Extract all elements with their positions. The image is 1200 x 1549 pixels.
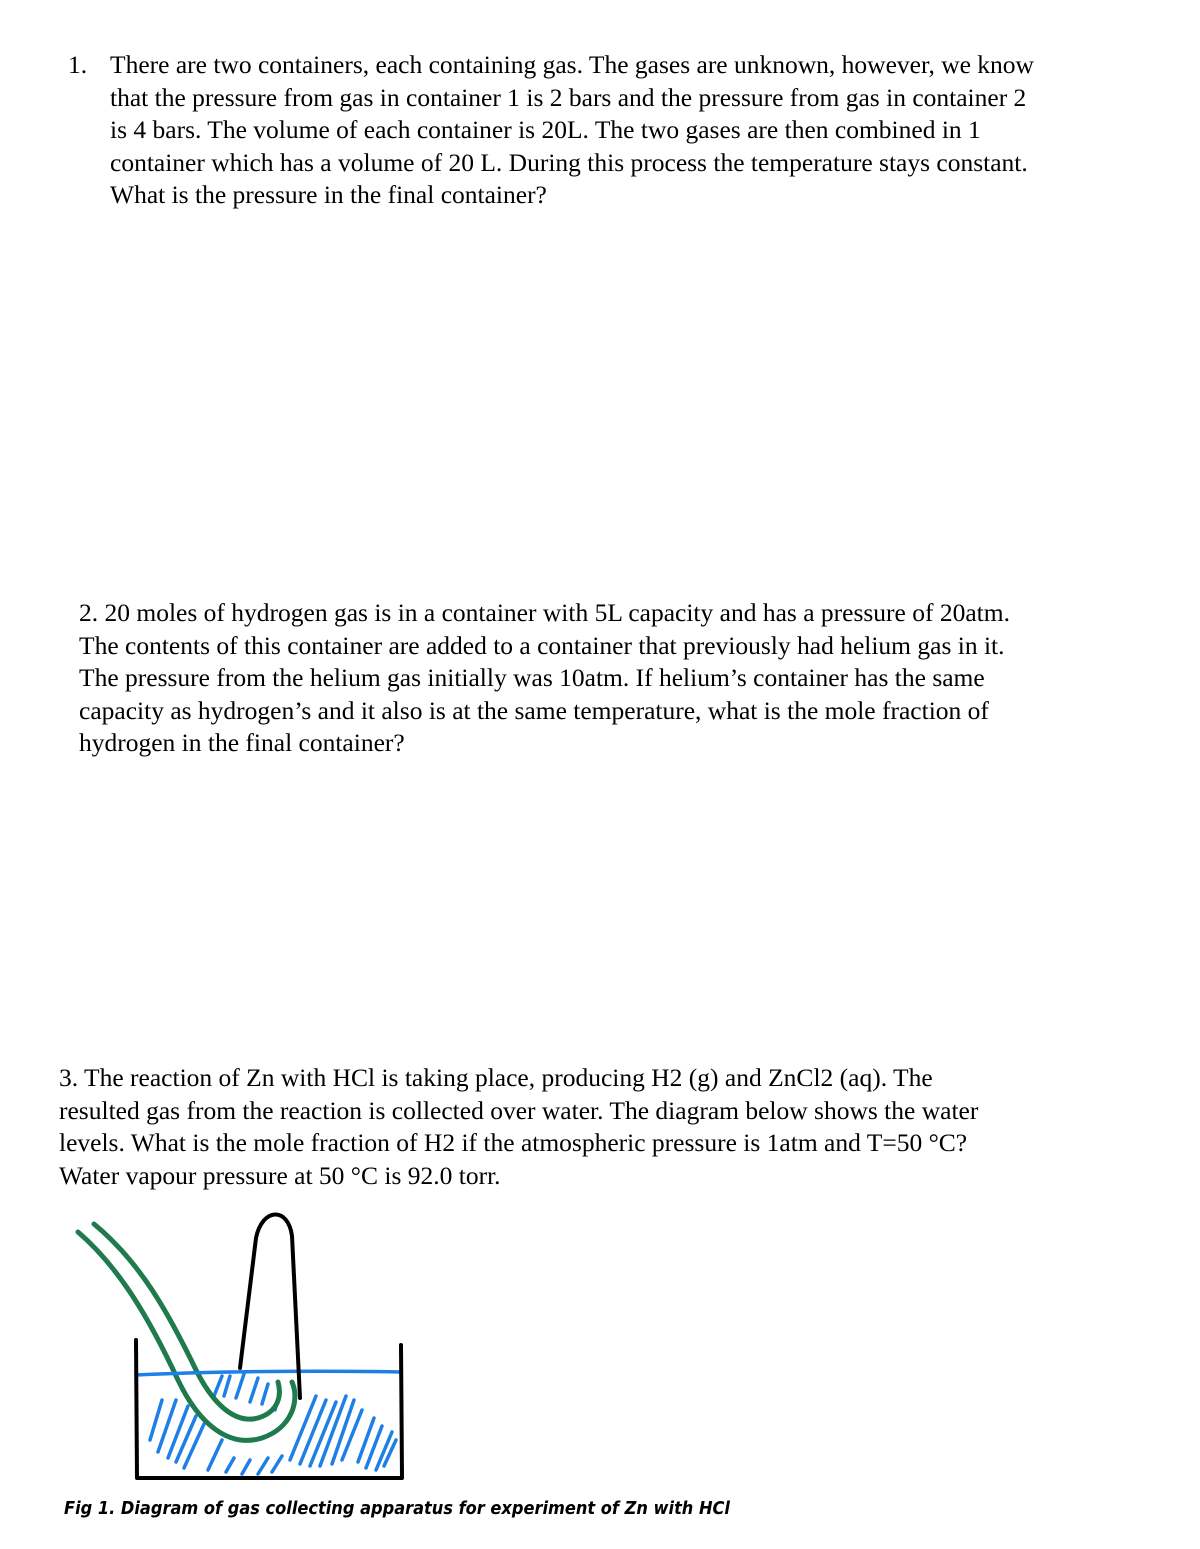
question-1-line: is 4 bars. The volume of each container is 20L. The two gases are then combined in 1 (110, 115, 981, 145)
question-3-line: 3. The reaction of Zn with HCl is taking place, producing H2 (g) and ZnCl2 (aq). The (59, 1063, 933, 1092)
question-1-line: What is the pressure in the final container? (110, 180, 547, 210)
question-2-line: The contents of this container are added to a container that previously had helium gas in it. (79, 630, 1005, 660)
question-2-line: 2. 20 moles of hydrogen gas is in a container with 5L capacity and has a pressure of 20atm. (79, 598, 1010, 627)
question-3-line: levels. What is the mole fraction of H2 if the atmospheric pressure is 1atm and T=50 °C? (59, 1128, 968, 1158)
question-2-line: capacity as hydrogen’s and it also is at the same temperature, what is the mole fraction of (79, 695, 989, 725)
water-hatching (150, 1374, 396, 1474)
water-level-line (136, 1371, 400, 1375)
question-1-line: container which has a volume of 20 L. During this process the temperature stays constant. (110, 147, 1028, 177)
gas-collection-diagram (0, 1190, 760, 1549)
question-1-number: 1. (68, 50, 88, 79)
question-3 (59, 1062, 978, 1192)
question-3-line: resulted gas from the reaction is collected over water. The diagram below shows the water (59, 1095, 979, 1125)
question-3-line: Water vapour pressure at 50 °C is 92.0 torr. (59, 1160, 501, 1190)
figure-caption: Fig 1. Diagram of gas collecting apparatus for experiment of Zn with HCl (64, 1498, 731, 1519)
question-2 (79, 597, 1010, 760)
question-1-text (110, 49, 1034, 212)
question-1-line: There are two containers, each containing gas. The gases are unknown, however, we know (110, 50, 1034, 79)
question-2-line: hydrogen in the final container? (79, 728, 405, 758)
question-1-line: that the pressure from gas in container 1 is 2 bars and the pressure from gas in container 2 (110, 82, 1027, 112)
question-2-line: The pressure from the helium gas initially was 10atm. If helium’s container has the same (79, 663, 985, 693)
